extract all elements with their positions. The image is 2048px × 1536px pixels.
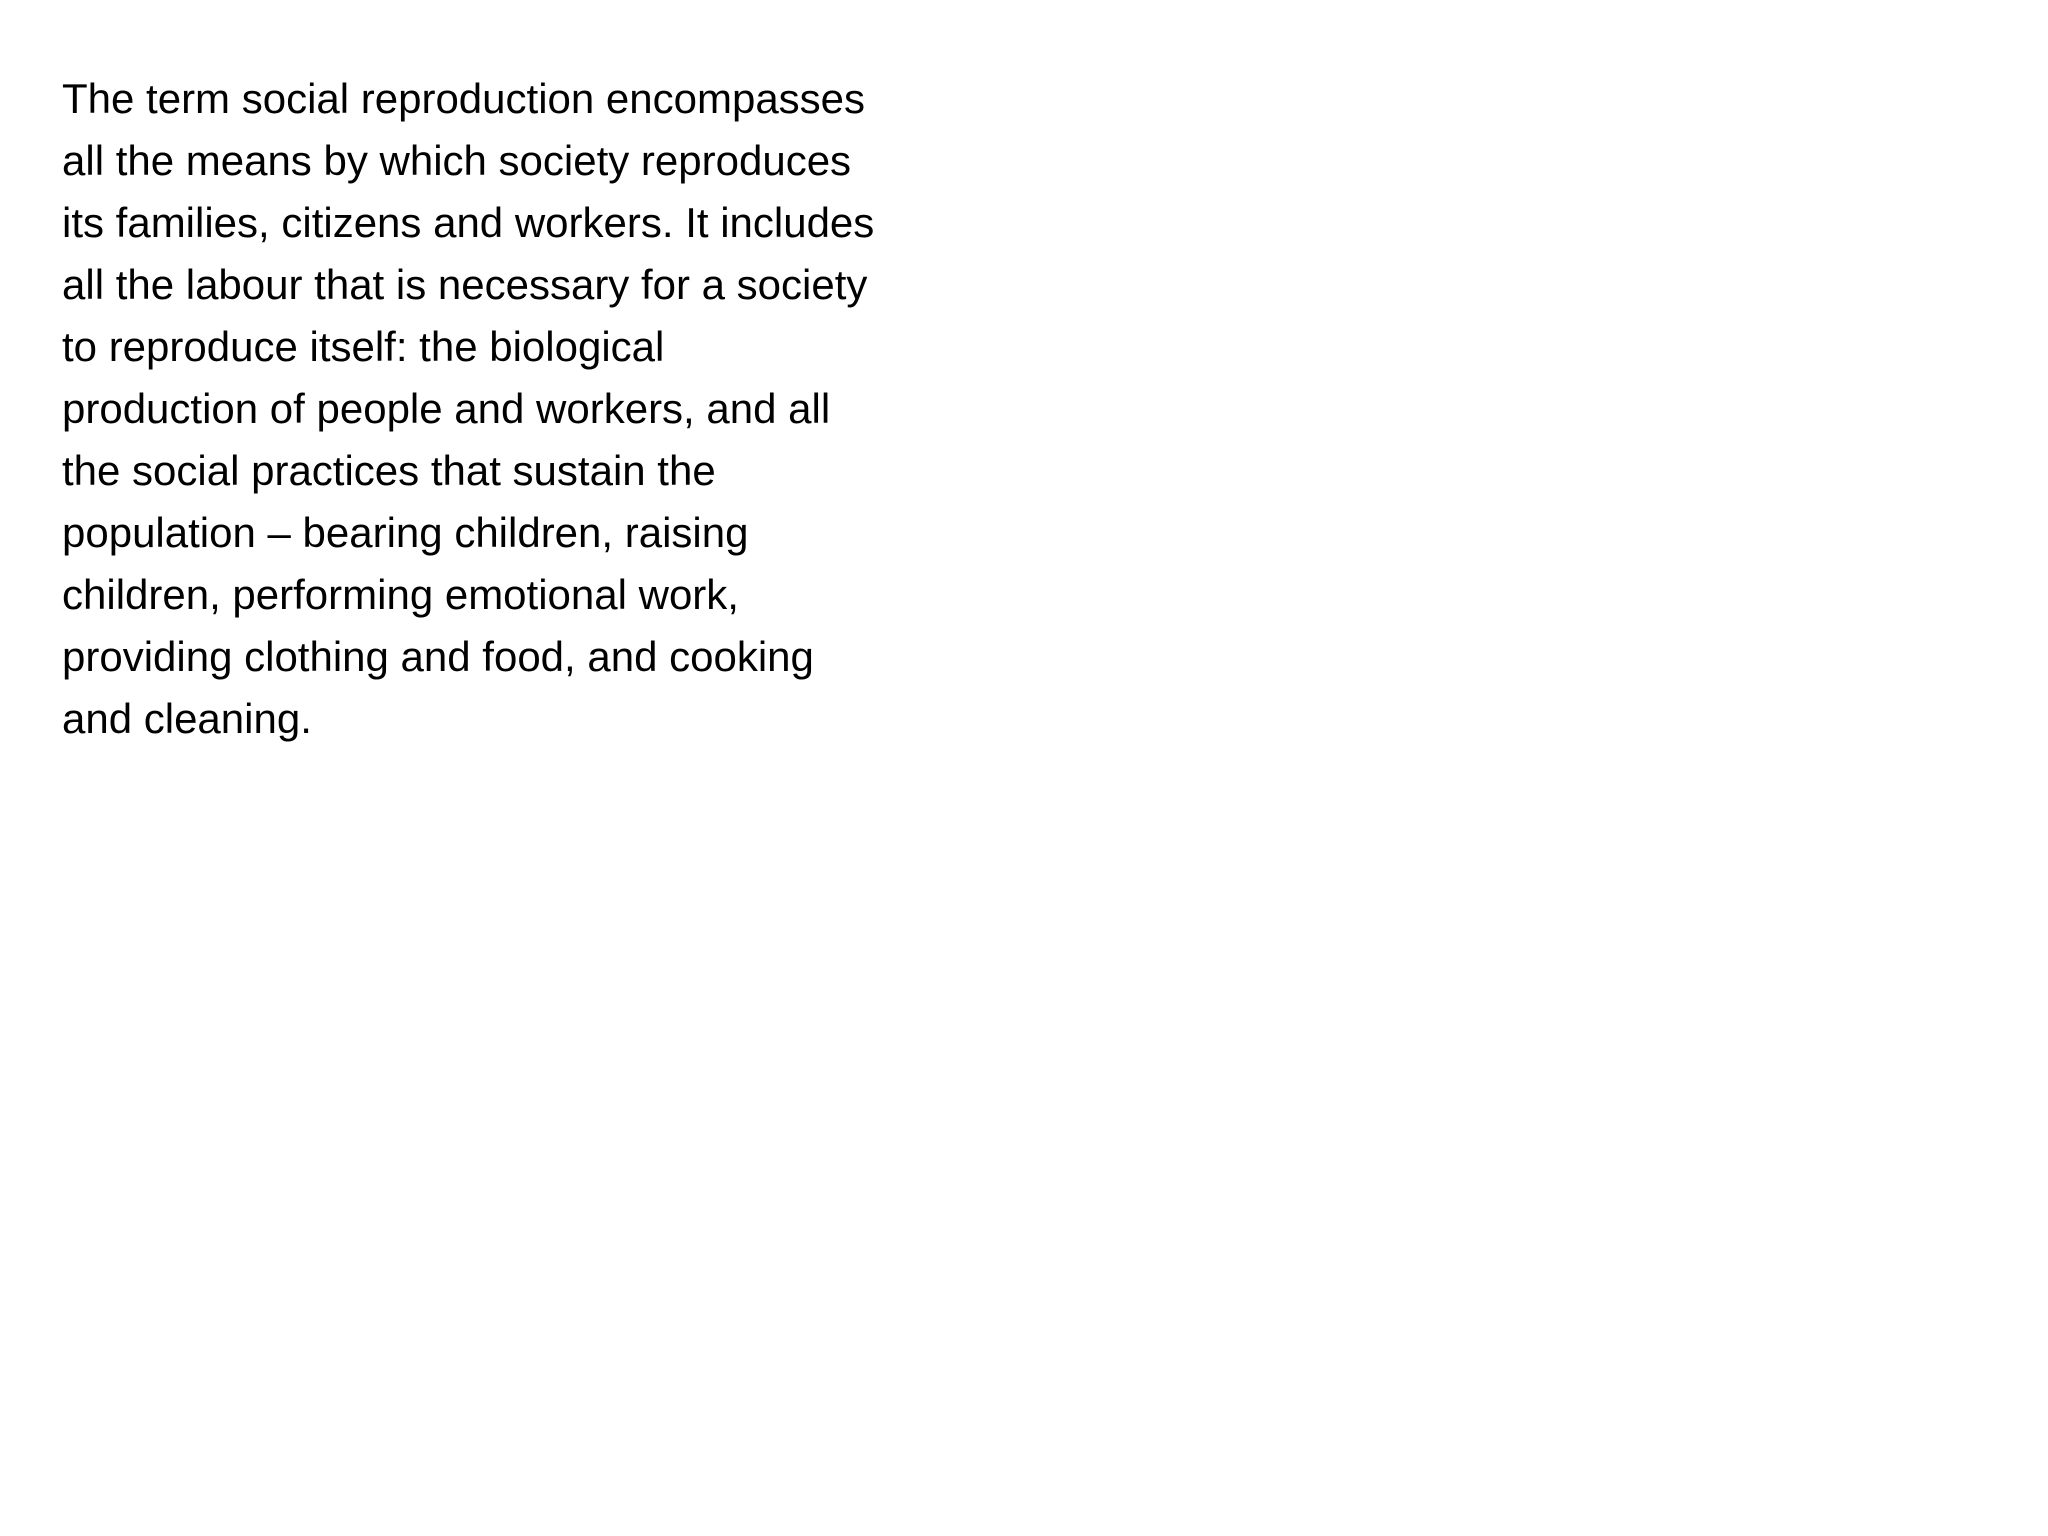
paragraph-line-5: to reproduce itself: the biological xyxy=(62,323,665,370)
paragraph-line-1: The term social reproduction encompasses xyxy=(62,75,866,122)
paragraph-line-3: its families, citizens and workers. It includes xyxy=(62,199,875,246)
paragraph-line-6: production of people and workers, and all xyxy=(62,385,831,432)
paragraph-line-7: the social practices that sustain the xyxy=(62,447,716,494)
paragraph-line-4: all the labour that is necessary for a society xyxy=(62,261,868,308)
paragraph-text-block xyxy=(62,68,1002,750)
paragraph-line-9: children, performing emotional work, xyxy=(62,571,739,618)
paragraph-line-2: all the means by which society reproduces xyxy=(62,137,852,184)
paragraph-line-10: providing clothing and food, and cooking xyxy=(62,633,814,680)
paragraph-line-11: and cleaning. xyxy=(62,695,312,742)
paragraph-line-8: population – bearing children, raising xyxy=(62,509,749,556)
